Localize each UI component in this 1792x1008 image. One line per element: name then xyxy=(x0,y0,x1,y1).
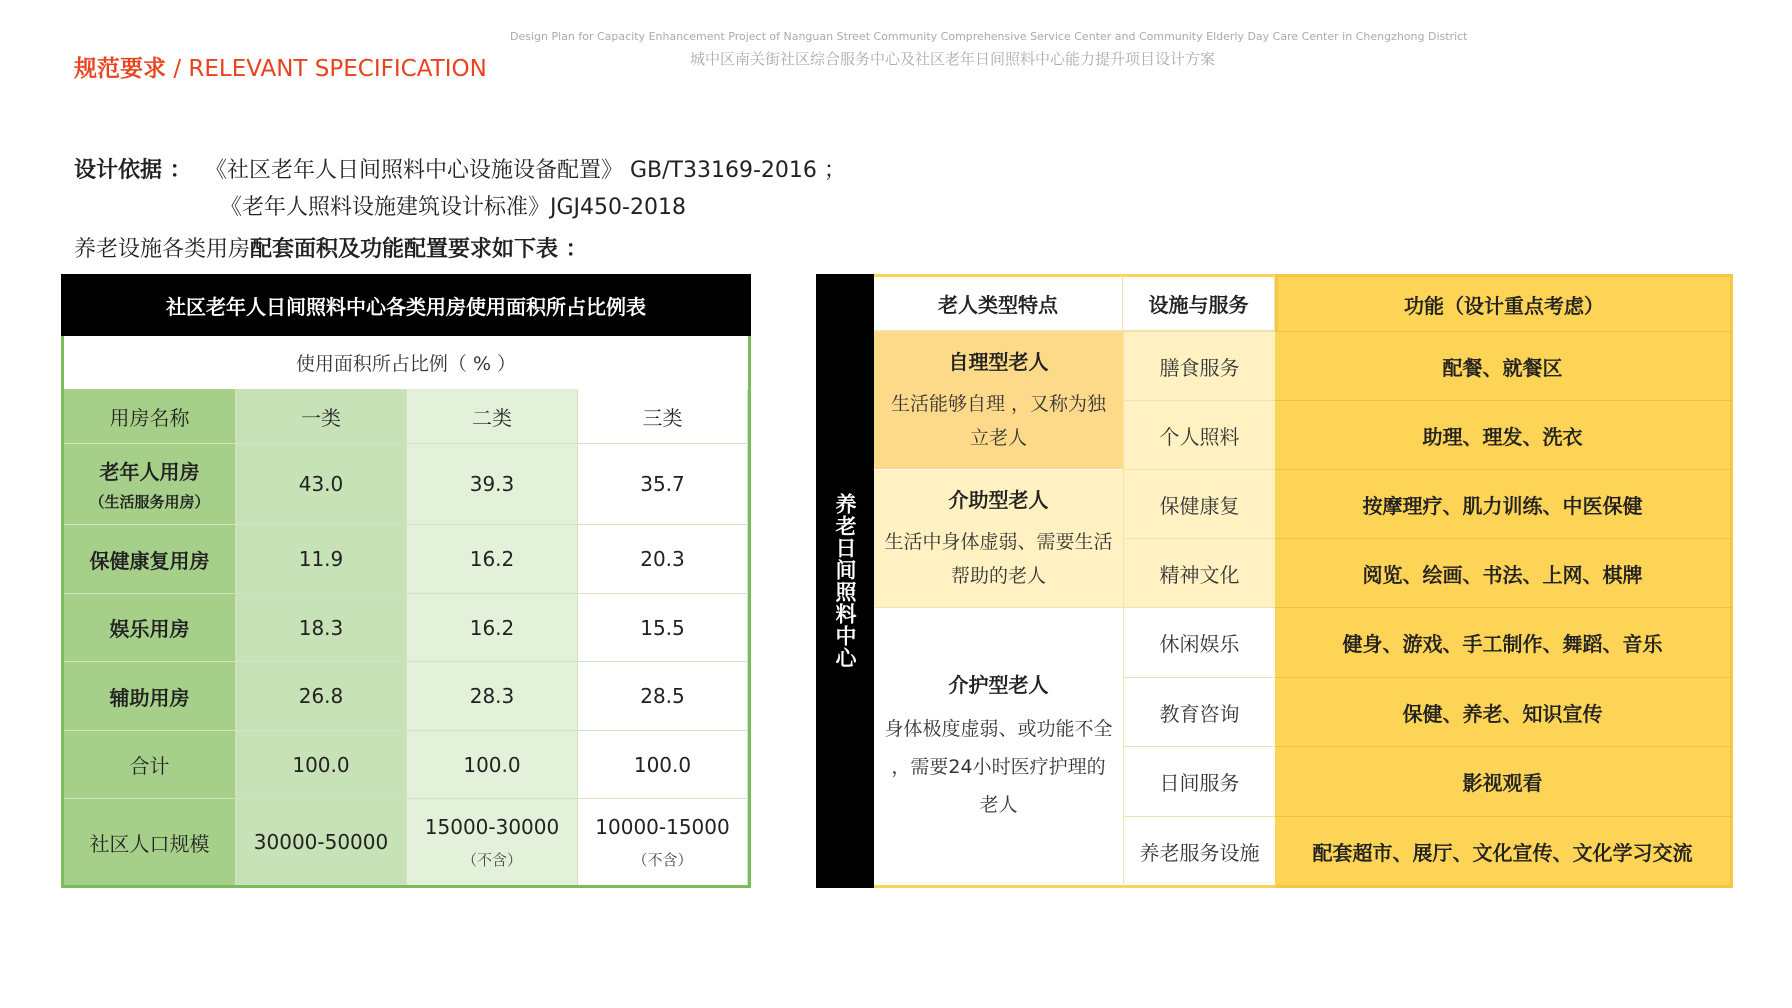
population-note: （不含） xyxy=(632,850,693,869)
population-cell: 30000-50000 xyxy=(236,799,407,885)
service-cell: 休闲娱乐 xyxy=(1123,608,1275,678)
area-ratio-table-title: 社区老年人日间照料中心各类用房使用面积所占比例表 xyxy=(61,274,751,336)
row-name: 老年人用房 xyxy=(99,460,200,484)
section-title-cn: 规范要求 xyxy=(74,56,166,82)
table-row-name: 保健康复用房 xyxy=(64,525,236,594)
header-function: 功能（设计重点考虑） xyxy=(1275,274,1733,332)
section-title-separator: / xyxy=(173,56,182,82)
elder-type-nursing xyxy=(874,608,1123,888)
area-ratio-table xyxy=(61,274,751,888)
function-cell: 健身、游戏、手工制作、舞蹈、音乐 xyxy=(1275,608,1733,678)
project-title-en: Design Plan for Capacity Enhancement Project of Nanguan Street Community Comprehensive Service Center and Community Elderly Day Care Center in Chengzhong District xyxy=(510,30,1468,43)
table-cell: 100.0 xyxy=(578,731,748,799)
area-ratio-subheader: 使用面积所占比例（ % ） xyxy=(64,336,748,390)
table-cell: 28.5 xyxy=(578,662,748,731)
elder-type-desc: 生活中身体虚弱、需要生活帮助的老人 xyxy=(884,531,1113,587)
population-cell xyxy=(578,799,748,885)
table-cell: 28.3 xyxy=(407,662,578,731)
table-cell: 35.7 xyxy=(578,444,748,525)
function-config-table xyxy=(816,274,1733,888)
elder-type-assisted xyxy=(874,470,1123,608)
design-basis-line1: 《社区老年人日间照料中心设施设备配置》 GB/T33169-2016 ； xyxy=(205,158,846,183)
side-label-bar xyxy=(816,274,874,888)
service-cell: 精神文化 xyxy=(1123,539,1275,608)
function-cell: 配餐、就餐区 xyxy=(1275,332,1733,401)
service-cell: 养老服务设施 xyxy=(1123,817,1275,888)
table-cell: 11.9 xyxy=(236,525,407,594)
elder-type-desc: 身体极度虚弱、或功能不全 ，需要24小时医疗护理的老人 xyxy=(884,718,1113,816)
elder-type-name: 自理型老人 xyxy=(948,350,1049,374)
population-note: （不含） xyxy=(461,850,522,869)
table-row-name: 合计 xyxy=(64,731,236,799)
table-cell: 16.2 xyxy=(407,525,578,594)
table-row-name: 辅助用房 xyxy=(64,662,236,731)
table-row-name xyxy=(64,444,236,525)
population-row-name: 社区人口规模 xyxy=(64,799,236,885)
column-header-class1: 一类 xyxy=(236,389,407,444)
population-cell xyxy=(407,799,578,885)
requirement-prefix: 养老设施各类用房 xyxy=(74,237,251,262)
population-value: 10000-15000 xyxy=(595,814,730,839)
service-cell: 日间服务 xyxy=(1123,747,1275,817)
function-cell: 阅览、绘画、书法、上网、棋牌 xyxy=(1275,539,1733,608)
design-basis-line2: 《老年人照料设施建筑设计标准》JGJ450-2018 xyxy=(220,195,686,220)
column-header-class2: 二类 xyxy=(407,389,578,444)
function-cell: 影视观看 xyxy=(1275,747,1733,817)
header-service: 设施与服务 xyxy=(1123,274,1275,332)
requirement-text xyxy=(74,232,588,263)
table-cell: 18.3 xyxy=(236,594,407,662)
population-value: 15000-30000 xyxy=(424,814,560,839)
function-cell: 配套超市、展厅、文化宣传、文化学习交流 xyxy=(1275,817,1733,888)
table-cell: 100.0 xyxy=(407,731,578,799)
table-cell: 20.3 xyxy=(578,525,748,594)
table-cell: 16.2 xyxy=(407,594,578,662)
table-cell: 100.0 xyxy=(236,731,407,799)
elder-type-name: 介助型老人 xyxy=(948,488,1049,512)
function-cell: 按摩理疗、肌力训练、中医保健 xyxy=(1275,470,1733,539)
table-row-name: 娱乐用房 xyxy=(64,594,236,662)
service-cell: 保健康复 xyxy=(1123,470,1275,539)
table-cell: 26.8 xyxy=(236,662,407,731)
elder-type-name: 介护型老人 xyxy=(948,673,1049,697)
design-basis xyxy=(74,152,846,226)
service-cell: 教育咨询 xyxy=(1123,678,1275,747)
table-cell: 15.5 xyxy=(578,594,748,662)
column-header-class3: 三类 xyxy=(578,389,748,444)
side-label: 养老日间照料中心 xyxy=(833,493,857,669)
section-title xyxy=(74,50,487,83)
table-cell: 39.3 xyxy=(407,444,578,525)
column-header-room: 用房名称 xyxy=(64,389,236,444)
service-cell: 个人照料 xyxy=(1123,401,1275,470)
design-basis-label: 设计依据 ： xyxy=(74,158,192,183)
elder-type-desc: 生活能够自理 ，又称为独立老人 xyxy=(890,393,1107,449)
project-title-cn: 城中区南关街社区综合服务中心及社区老年日间照料中心能力提升项目设计方案 xyxy=(689,50,1215,68)
function-cell: 助理、理发、洗衣 xyxy=(1275,401,1733,470)
service-cell: 膳食服务 xyxy=(1123,332,1275,401)
row-note: （生活服务用房） xyxy=(89,493,210,511)
requirement-emphasis: 配套面积及功能配置要求如下表 ： xyxy=(250,237,588,262)
section-title-en: RELEVANT SPECIFICATION xyxy=(188,56,487,82)
table-cell: 43.0 xyxy=(236,444,407,525)
elder-type-self-care xyxy=(874,332,1123,470)
header-elder-type: 老人类型特点 xyxy=(874,274,1123,332)
function-cell: 保健、养老、知识宣传 xyxy=(1275,678,1733,747)
